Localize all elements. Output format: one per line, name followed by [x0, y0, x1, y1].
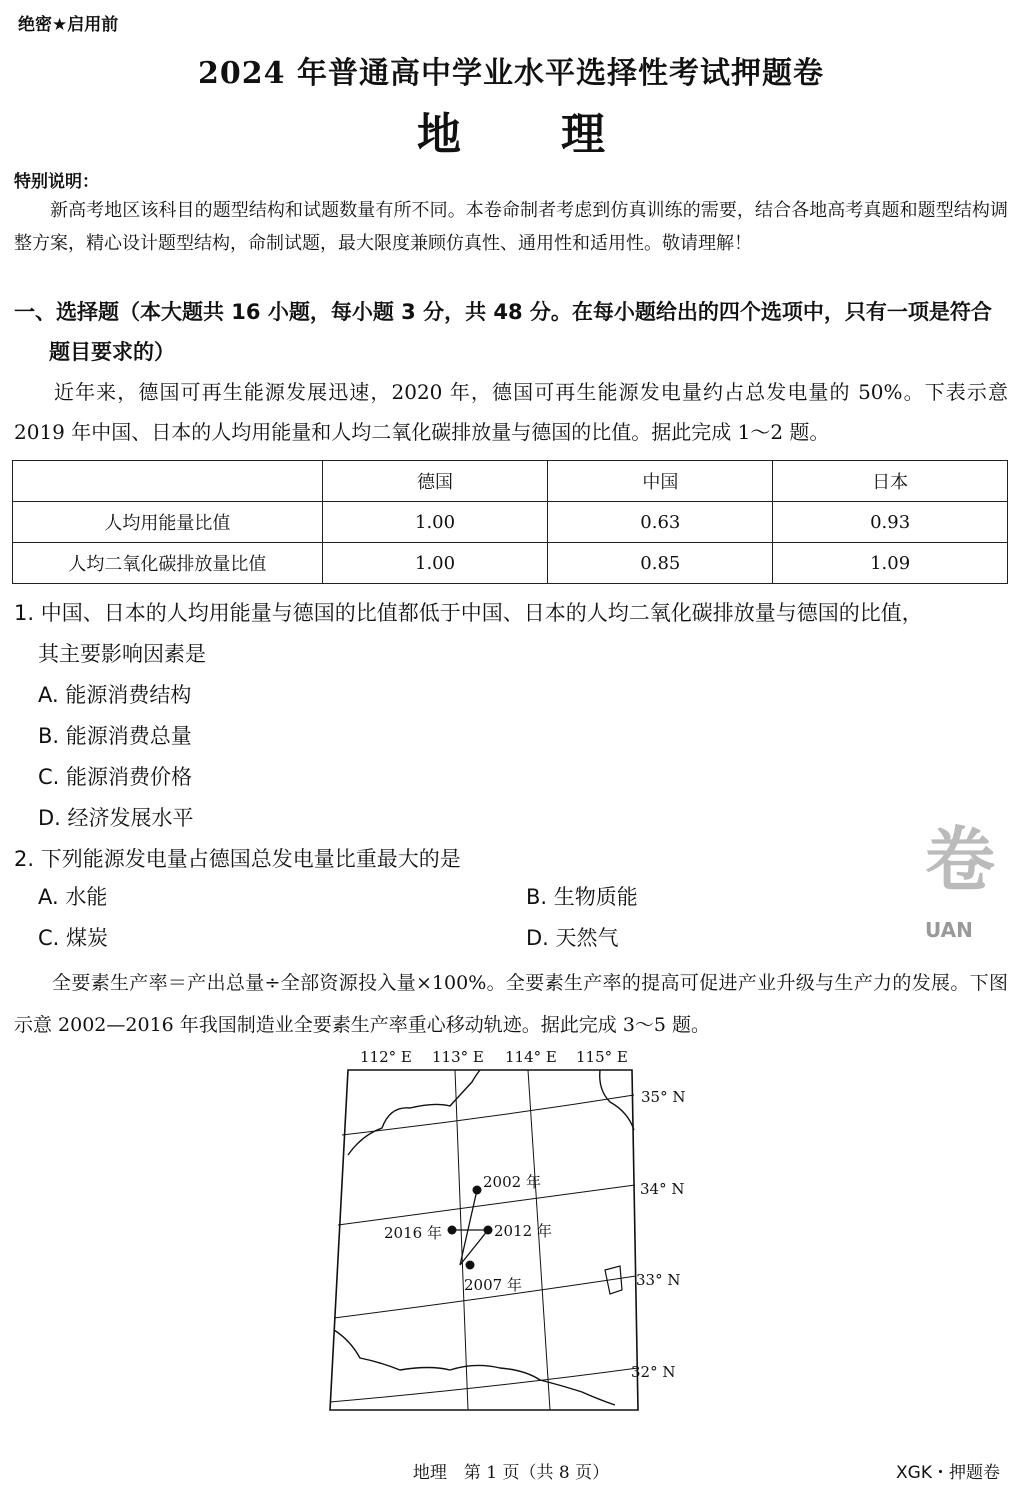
question-2-option-a: A. 水能 — [38, 885, 108, 909]
boundary-east-notch — [605, 1266, 622, 1294]
exam-title: 2024 年普通高中学业水平选择性考试押题卷 — [198, 56, 824, 91]
lon-label-115: 115° E — [576, 1048, 628, 1066]
parallel-34 — [338, 1185, 635, 1225]
question-1-line-1: 1. 中国、日本的人均用能量与德国的比值都低于中国、日本的人均二氧化碳排放量与德国的比值， — [14, 601, 923, 625]
section-line-2: 题目要求的） — [49, 340, 175, 364]
question-1-option-a: A. 能源消费结构 — [38, 683, 192, 707]
question-1-option-b: B. 能源消费总量 — [38, 724, 192, 748]
note-text: 新高考地区该科目的题型结构和试题数量有所不同。本卷命制者考虑到仿真训练的需要，结合各地高考真题和题型结构调整方案，精心设计题型结构，命制试题，最大限度兼顾仿真性、通用性和适用性。敬请理解！ — [14, 200, 1008, 254]
table-header-cell: 日本 — [773, 461, 1008, 502]
map-frame — [330, 1070, 638, 1410]
question-2-option-d: D. 天然气 — [526, 926, 619, 950]
stamp-char: 卷 — [925, 819, 995, 901]
point-2007 — [466, 1261, 475, 1270]
boundary-north — [348, 1070, 480, 1155]
subject-char-1: 地 — [417, 109, 461, 160]
table-header-row — [13, 461, 1008, 502]
intro-paragraph-1: 近年来，德国可再生能源发展迅速，2020 年，德国可再生能源发电量约占总发电量的 50%。下表示意 2019 年中国、日本的人均用能量和人均二氧化碳排放量与德国的比值。据此完成 1～2 题。 — [14, 380, 1008, 444]
table-cell: 人均二氧化碳排放量比值 — [13, 543, 323, 584]
table-cell: 1.00 — [322, 543, 548, 584]
gravity-center-map — [300, 1040, 700, 1415]
question-1-option-d: D. 经济发展水平 — [38, 806, 194, 830]
table-cell: 0.93 — [773, 502, 1008, 543]
section-heading — [14, 292, 1008, 372]
lat-label-34: 34° N — [640, 1180, 685, 1198]
trajectory-line — [452, 1190, 488, 1265]
table-header-cell — [13, 461, 323, 502]
lat-label-32: 32° N — [631, 1363, 676, 1381]
boundary-south — [334, 1330, 615, 1405]
question-2-option-b: B. 生物质能 — [526, 885, 638, 909]
point-2016 — [448, 1226, 457, 1235]
lat-label-33: 33° N — [636, 1271, 681, 1289]
note-heading: 特别说明： — [14, 172, 99, 192]
label-2007: 2007 年 — [464, 1276, 522, 1294]
subject-title — [0, 98, 1022, 162]
table-header-cell: 中国 — [548, 461, 773, 502]
lon-label-114: 114° E — [505, 1048, 557, 1066]
label-2002: 2002 年 — [483, 1173, 541, 1191]
table-cell: 0.85 — [548, 543, 773, 584]
parallel-35 — [342, 1095, 634, 1135]
question-2-stem: 2. 下列能源发电量占德国总发电量比重最大的是 — [14, 847, 461, 871]
point-2002 — [473, 1186, 482, 1195]
confidential-label: 绝密★启用前 — [18, 15, 119, 35]
point-2012 — [484, 1226, 493, 1235]
label-2016: 2016 年 — [384, 1224, 442, 1242]
section-line-1: 一、选择题（本大题共 16 小题，每小题 3 分，共 48 分。在每小题给出的四个选项中，只有一项是符合 — [14, 300, 992, 324]
table-row — [13, 543, 1008, 584]
table-header-cell: 德国 — [322, 461, 548, 502]
question-1 — [14, 593, 1008, 839]
stamp-latin: UAN — [925, 918, 973, 942]
question-2-option-c: C. 煤炭 — [38, 926, 109, 950]
intro-paragraph-2: 全要素生产率＝产出总量÷全部资源投入量×100%。全要素生产率的提高可促进产业升级与生产力的发展。下图示意 2002—2016 年我国制造业全要素生产率重心移动轨迹。据此完成 3～5 题。 — [14, 972, 1008, 1036]
table-cell: 1.09 — [773, 543, 1008, 584]
data-table — [12, 460, 1008, 584]
question-1-line-2: 其主要影响因素是 — [38, 642, 206, 666]
footer-code: XGK・押题卷 — [896, 1463, 1000, 1483]
meridian-114 — [528, 1070, 550, 1410]
lon-label-112: 112° E — [360, 1048, 412, 1066]
table-cell: 0.63 — [548, 502, 773, 543]
question-1-option-c: C. 能源消费价格 — [38, 765, 193, 789]
table-cell: 人均用能量比值 — [13, 502, 323, 543]
table-cell: 1.00 — [322, 502, 548, 543]
table-row — [13, 502, 1008, 543]
lon-label-113: 113° E — [432, 1048, 484, 1066]
lat-label-35: 35° N — [641, 1088, 686, 1106]
footer-page-info: 地理 第 1 页（共 8 页） — [412, 1463, 610, 1483]
watermark-stamp — [925, 800, 1022, 950]
label-2012: 2012 年 — [494, 1222, 552, 1240]
subject-char-2: 理 — [561, 109, 605, 160]
